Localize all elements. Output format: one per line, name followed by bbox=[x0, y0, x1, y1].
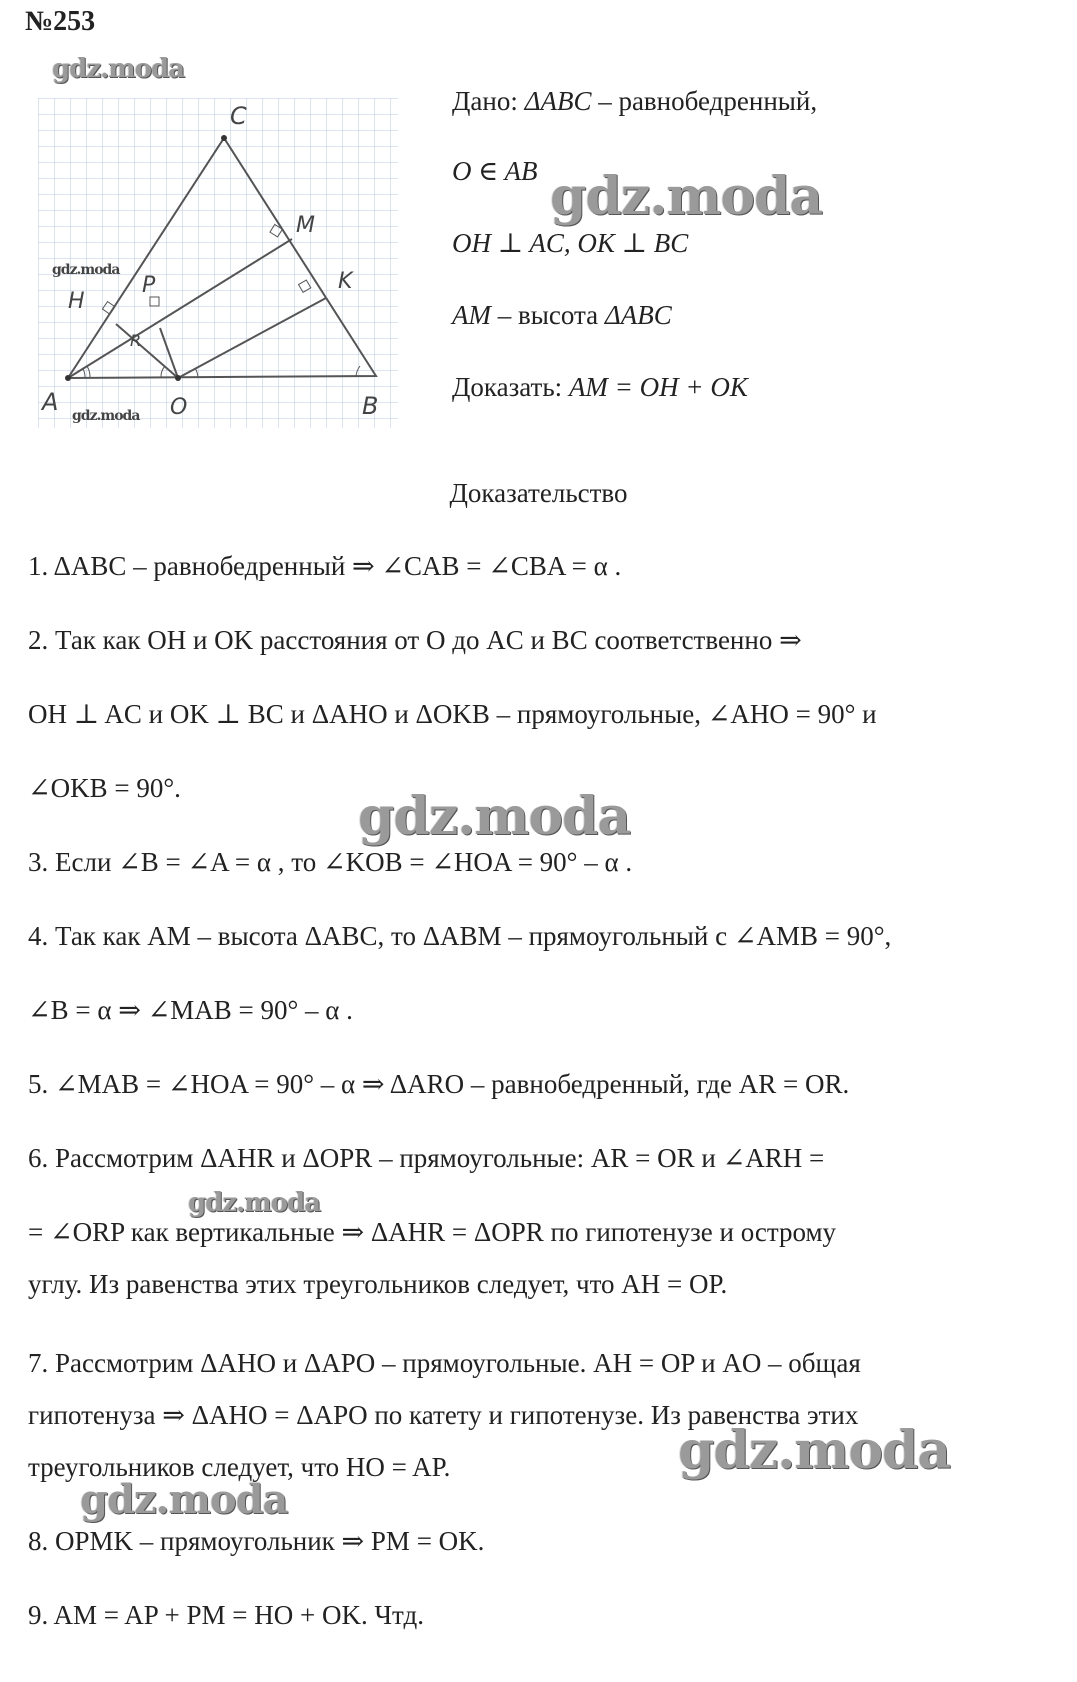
watermark: gdz.moda bbox=[550, 166, 823, 227]
label-a: A bbox=[42, 388, 59, 416]
given-line-4: AM – высота ΔABC bbox=[452, 300, 672, 330]
problem-number: №253 bbox=[25, 6, 96, 37]
given-line-3: OH ⊥ AC, OK ⊥ BC bbox=[452, 228, 689, 258]
point-a bbox=[65, 375, 71, 381]
watermark: gdz.moda bbox=[80, 1476, 288, 1523]
label-p: P bbox=[142, 273, 156, 298]
proof-line: ∠OKB = 90°. bbox=[28, 773, 181, 803]
label-c: C bbox=[230, 102, 247, 130]
proof-line: 4. Так как AM – высота ΔABC, то ΔABM – прямоугольный с ∠AMB = 90°, bbox=[28, 921, 892, 951]
given-line-2: O ∈ AB bbox=[452, 156, 538, 186]
proof-line: 9. AM = AP + PM = HO + OK. Чтд. bbox=[28, 1600, 424, 1630]
proof-line: 8. OPMK – прямоугольник ⇒ PM = OK. bbox=[28, 1526, 485, 1556]
watermark: gdz.moda bbox=[358, 786, 631, 847]
label-b: B bbox=[362, 392, 379, 420]
proof-line: 2. Так как OH и OK расстояния от O до AC и BC соответственно ⇒ bbox=[28, 625, 802, 655]
given-line-1: Дано: ΔABC – равнобедренный, bbox=[452, 86, 818, 116]
proof-line: гипотенуза ⇒ ΔAHO = ΔAPO по катету и гипотенузе. Из равенства этих bbox=[28, 1400, 859, 1430]
prove-statement: Доказать: AM = OH + OK bbox=[452, 372, 748, 402]
proof-line: ∠B = α ⇒ ∠MAB = 90° – α . bbox=[28, 995, 353, 1025]
proof-line: OH ⊥ AC и OK ⊥ BC и ΔAHO и ΔOKB – прямоугольные, ∠AHO = 90° и bbox=[28, 699, 877, 729]
label-k: K bbox=[338, 269, 353, 294]
label-r: R bbox=[130, 331, 142, 350]
point-o bbox=[175, 375, 181, 381]
watermark: gdz.moda bbox=[52, 54, 185, 84]
proof-line: 1. ΔABC – равнобедренный ⇒ ∠CAB = ∠CBA = α . bbox=[28, 551, 622, 581]
point-c bbox=[221, 135, 227, 141]
proof-line: 6. Рассмотрим ΔAHR и ΔOPR – прямоугольные: AR = OR и ∠ARH = bbox=[28, 1143, 825, 1173]
watermark: gdz.moda bbox=[188, 1188, 321, 1218]
label-m: M bbox=[296, 213, 315, 238]
proof-line: 7. Рассмотрим ΔAHO и ΔAPO – прямоугольные. AH = OP и AO – общая bbox=[28, 1348, 861, 1378]
watermark: gdz.moda bbox=[72, 408, 140, 424]
proof-line: треугольников следует, что HO = AP. bbox=[28, 1452, 451, 1482]
proof-line: 3. Если ∠B = ∠A = α , то ∠KOB = ∠HOA = 90° – α . bbox=[28, 847, 633, 877]
label-o: O bbox=[170, 395, 188, 420]
proof-line: 5. ∠MAB = ∠HOA = 90° – α ⇒ ΔARO – равнобедренный, где AR = OR. bbox=[28, 1069, 850, 1099]
watermark: gdz.moda bbox=[52, 262, 120, 278]
proof-line: = ∠ORP как вертикальные ⇒ ΔAHR = ΔOPR по гипотенузе и острому bbox=[28, 1217, 837, 1247]
label-h: H bbox=[68, 289, 85, 314]
watermark: gdz.moda bbox=[678, 1420, 951, 1481]
proof-title: Доказательство bbox=[449, 478, 628, 508]
proof-line: углу. Из равенства этих треугольников следует, что AH = OP. bbox=[28, 1269, 728, 1299]
